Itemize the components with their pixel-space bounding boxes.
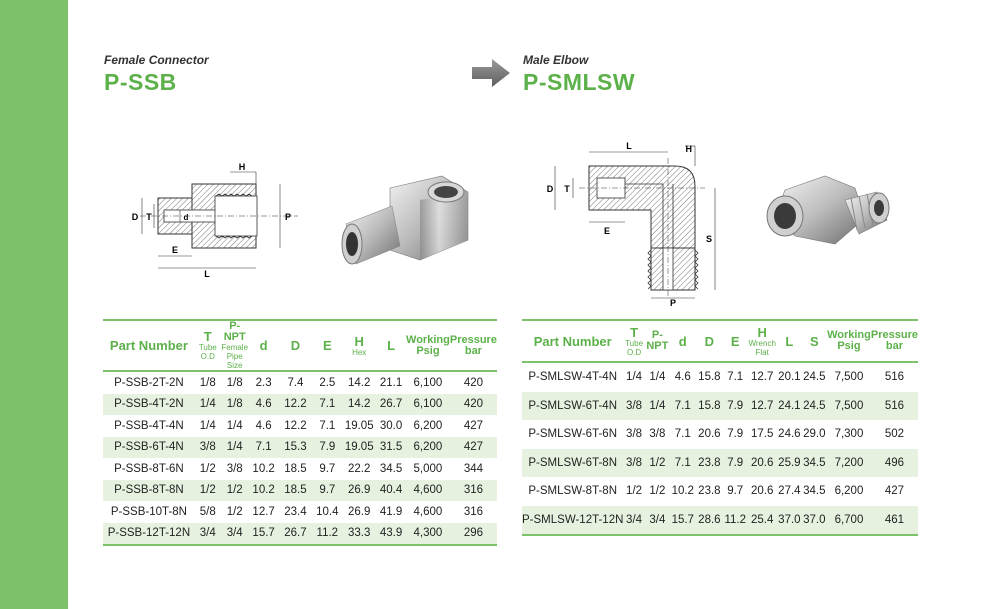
table-cell: 7.4 — [287, 376, 304, 389]
table-cell: 1/2 — [199, 462, 216, 475]
table-cell: 18.5 — [284, 462, 307, 475]
elbow-label-h: H — [685, 144, 692, 154]
right-arrow-icon — [470, 57, 512, 89]
table-cell: 420 — [463, 376, 483, 389]
table-cell: 5,000 — [413, 462, 443, 475]
drawing-label-e: E — [171, 245, 179, 255]
elbow-label-t: T — [564, 184, 570, 194]
table-cell: 26.9 — [342, 480, 376, 502]
elbow-label-d: D — [546, 184, 554, 194]
table-cell: 502 — [884, 428, 905, 441]
table-header-row — [522, 320, 918, 362]
part-number-cell: P-SMLSW-12T-12N — [522, 506, 623, 536]
table-cell: 15.8 — [696, 392, 724, 421]
table-cell: 26.9 — [348, 505, 371, 518]
col-t: T Tube O.D — [623, 320, 644, 362]
table-cell: 22.2 — [348, 462, 371, 475]
left-subtitle: Female Connector — [104, 53, 209, 67]
table-cell: 427 — [884, 485, 905, 498]
table-cell: 6,100 — [413, 376, 443, 389]
table-cell: 41.9 — [379, 505, 403, 518]
table-cell: 7.1 — [249, 437, 279, 459]
table-cell: 10.4 — [316, 505, 339, 518]
table-cell: 31.5 — [376, 437, 406, 459]
table-cell: 4,600 — [406, 480, 450, 502]
table-cell: 34.5 — [803, 485, 826, 498]
table-cell: 14.2 — [342, 394, 376, 416]
table-cell: 9.7 — [312, 480, 342, 502]
table-cell: 6,200 — [834, 485, 864, 498]
part-number-cell: P-SSB-4T-4N — [114, 419, 184, 432]
table-cell: 316 — [450, 480, 497, 502]
drawing-label-t: T — [146, 212, 152, 222]
table-cell: 23.8 — [698, 485, 721, 498]
part-number-cell: P-SMLSW-4T-4N — [528, 371, 617, 384]
table-cell: 43.9 — [376, 523, 406, 546]
table-cell: 12.7 — [747, 392, 777, 421]
table-row — [522, 449, 918, 478]
table-cell: 7.1 — [319, 419, 336, 432]
table-cell: 29.0 — [803, 428, 826, 441]
col-l: L — [376, 320, 406, 371]
table-cell: 11.2 — [312, 523, 342, 546]
table-cell: 10.2 — [249, 480, 279, 502]
drawing-label-p: P — [284, 212, 292, 222]
table-row — [522, 420, 918, 449]
table-cell: 33.3 — [342, 523, 376, 546]
table-cell: 3/4 — [645, 506, 670, 536]
table-cell: 1/2 — [226, 505, 243, 518]
part-number-cell: P-SSB-2T-2N — [114, 376, 184, 389]
table-cell: 316 — [463, 505, 483, 518]
left-title: P-SSB — [104, 69, 177, 95]
col-e: E — [312, 320, 342, 371]
col-pressure: Pressure bar — [450, 320, 497, 371]
col-l: L — [777, 320, 801, 362]
part-number-cell: P-SSB-12T-12N — [103, 523, 195, 546]
table-cell: 7,500 — [834, 371, 864, 384]
table-row — [522, 362, 918, 392]
table-cell: 34.5 — [802, 449, 828, 478]
table-cell: 12.2 — [279, 394, 313, 416]
table-cell: 3/8 — [226, 462, 243, 475]
col-working: Working Psig — [406, 320, 450, 371]
table-cell: 344 — [463, 462, 483, 475]
table-cell: 4.6 — [255, 419, 272, 432]
table-row — [522, 506, 918, 536]
drawing-label-d-inner: d — [183, 213, 189, 222]
table-cell: 461 — [871, 506, 918, 536]
table-row — [103, 458, 497, 480]
table-cell: 5/8 — [199, 505, 216, 518]
table-cell: 3/4 — [623, 506, 644, 536]
table-cell: 24.1 — [777, 392, 801, 421]
table-cell: 20.6 — [747, 449, 777, 478]
drawing-label-l: L — [204, 269, 210, 279]
table-cell: 28.6 — [696, 506, 724, 536]
table-cell: 7.1 — [670, 449, 696, 478]
table-header-row — [103, 320, 497, 371]
elbow-label-s: S — [705, 234, 713, 244]
part-number-cell: P-SMLSW-8T-8N — [528, 485, 617, 498]
table-cell: 9.7 — [319, 462, 336, 475]
table-cell: 4,600 — [413, 505, 443, 518]
table-cell: 3/8 — [623, 392, 644, 421]
table-cell: 7,200 — [827, 449, 871, 478]
table-cell: 15.3 — [279, 437, 313, 459]
table-cell: 6,200 — [413, 419, 443, 432]
table-cell: 3/4 — [195, 523, 221, 546]
table-row — [103, 371, 497, 394]
table-cell: 420 — [450, 394, 497, 416]
part-number-cell: P-SSB-8T-6N — [114, 462, 184, 475]
table-cell: 1/4 — [226, 419, 243, 432]
table-cell: 15.8 — [698, 371, 721, 384]
side-accent-bar — [0, 0, 68, 609]
table-cell: 2.5 — [319, 376, 336, 389]
col-t: T Tube O.D — [195, 320, 221, 371]
table-cell: 7.9 — [723, 449, 747, 478]
table-cell: 12.7 — [751, 371, 774, 384]
table-cell: 10.2 — [671, 485, 694, 498]
female-connector-drawing — [130, 160, 305, 280]
table-cell: 37.0 — [777, 506, 801, 536]
table-cell: 24.5 — [802, 392, 828, 421]
table-cell: 7.9 — [312, 437, 342, 459]
table-cell: 7.1 — [312, 394, 342, 416]
table-cell: 3/8 — [195, 437, 221, 459]
col-part-number: Part Number — [522, 320, 623, 362]
table-cell: 25.4 — [747, 506, 777, 536]
table-cell: 18.5 — [279, 480, 313, 502]
table-cell: 296 — [450, 523, 497, 546]
table-cell: 496 — [871, 449, 918, 478]
col-d-inner: d — [670, 320, 696, 362]
table-cell: 26.7 — [376, 394, 406, 416]
table-cell: 4,300 — [406, 523, 450, 546]
table-cell: 1/4 — [626, 371, 643, 384]
table-cell: 10.2 — [252, 462, 275, 475]
table-cell: 1/2 — [221, 480, 249, 502]
col-p-npt: P-NPT Female Pipe Size — [221, 320, 249, 370]
table-cell: 24.6 — [778, 428, 801, 441]
table-cell: 23.8 — [696, 449, 724, 478]
part-number-cell: P-SSB-6T-4N — [103, 437, 195, 459]
table-cell: 1/2 — [626, 485, 643, 498]
male-elbow-drawing — [545, 138, 725, 308]
table-cell: 7.1 — [674, 428, 691, 441]
table-row — [103, 437, 497, 459]
table-cell: 15.7 — [670, 506, 696, 536]
right-title: P-SMLSW — [523, 69, 636, 95]
part-number-cell: P-SSB-8T-8N — [103, 480, 195, 502]
table-cell: 6,700 — [827, 506, 871, 536]
table-cell: 7.1 — [670, 392, 696, 421]
male-elbow-table — [522, 319, 918, 536]
col-part-number: Part Number — [103, 320, 195, 371]
table-cell: 25.9 — [777, 449, 801, 478]
elbow-label-e: E — [603, 226, 611, 236]
table-cell: 1/4 — [649, 371, 666, 384]
table-cell: 3/8 — [626, 428, 643, 441]
female-connector-table — [103, 319, 497, 546]
table-cell: 34.5 — [379, 462, 403, 475]
col-d-inner: d — [249, 320, 279, 371]
table-row — [103, 415, 497, 437]
part-number-cell: P-SSB-4T-2N — [103, 394, 195, 416]
table-cell: 4.6 — [249, 394, 279, 416]
table-cell: 1/4 — [645, 392, 670, 421]
table-cell: 40.4 — [376, 480, 406, 502]
table-cell: 2.3 — [255, 376, 272, 389]
table-cell: 1/2 — [649, 485, 666, 498]
table-cell: 1/2 — [645, 449, 670, 478]
table-cell: 12.2 — [284, 419, 307, 432]
col-h: H Hex — [342, 320, 376, 371]
col-d-outer: D — [279, 320, 313, 371]
table-cell: 20.6 — [751, 485, 774, 498]
table-cell: 1/8 — [199, 376, 216, 389]
elbow-label-p: P — [669, 298, 677, 308]
table-row — [103, 501, 497, 523]
table-cell: 427 — [463, 419, 483, 432]
table-cell: 24.5 — [803, 371, 826, 384]
table-cell: 17.5 — [751, 428, 774, 441]
part-number-cell: P-SSB-10T-8N — [110, 505, 187, 518]
table-cell: 15.7 — [249, 523, 279, 546]
male-elbow-photo — [755, 170, 895, 260]
table-cell: 1/4 — [221, 437, 249, 459]
table-cell: 7.1 — [727, 371, 744, 384]
table-cell: 30.0 — [379, 419, 403, 432]
table-cell: 6,100 — [406, 394, 450, 416]
table-cell: 19.05 — [342, 437, 376, 459]
table-cell: 12.7 — [252, 505, 275, 518]
drawing-label-d-outer: D — [131, 212, 139, 222]
table-cell: 1/4 — [199, 419, 216, 432]
table-cell: 7,300 — [834, 428, 864, 441]
table-cell: 11.2 — [723, 506, 747, 536]
table-row — [103, 523, 497, 546]
table-cell: 6,200 — [406, 437, 450, 459]
table-cell: 7,500 — [827, 392, 871, 421]
col-s: S — [802, 320, 828, 362]
table-row — [522, 477, 918, 506]
table-cell: 1/4 — [195, 394, 221, 416]
table-cell: 9.7 — [727, 485, 744, 498]
col-d-outer: D — [696, 320, 724, 362]
table-cell: 27.4 — [778, 485, 801, 498]
table-cell: 4.6 — [674, 371, 691, 384]
part-number-cell: P-SMLSW-6T-8N — [522, 449, 623, 478]
table-cell: 3/8 — [623, 449, 644, 478]
table-cell: 37.0 — [802, 506, 828, 536]
table-cell: 427 — [450, 437, 497, 459]
table-cell: 14.2 — [348, 376, 371, 389]
table-cell: 23.4 — [284, 505, 307, 518]
table-cell: 26.7 — [279, 523, 313, 546]
table-cell: 1/2 — [195, 480, 221, 502]
table-cell: 1/8 — [226, 376, 243, 389]
part-number-cell: P-SMLSW-6T-6N — [528, 428, 617, 441]
table-cell: 7.9 — [723, 392, 747, 421]
col-e: E — [723, 320, 747, 362]
table-cell: 21.1 — [379, 376, 403, 389]
table-cell: 516 — [871, 392, 918, 421]
table-row — [103, 394, 497, 416]
female-connector-photo — [330, 170, 475, 275]
right-subtitle: Male Elbow — [523, 53, 589, 67]
table-row — [522, 392, 918, 421]
table-cell: 19.05 — [344, 419, 374, 432]
col-working: Working Psig — [827, 320, 871, 362]
table-cell: 3/8 — [649, 428, 666, 441]
table-cell: 7.9 — [727, 428, 744, 441]
table-cell: 20.6 — [698, 428, 721, 441]
elbow-label-l: L — [626, 141, 632, 151]
table-cell: 516 — [884, 371, 905, 384]
table-cell: 3/4 — [221, 523, 249, 546]
table-row — [103, 480, 497, 502]
col-p-npt: P- NPT — [645, 320, 670, 362]
col-pressure: Pressure bar — [871, 320, 918, 362]
part-number-cell: P-SMLSW-6T-4N — [522, 392, 623, 421]
drawing-label-h: H — [238, 162, 246, 172]
table-cell: 1/8 — [221, 394, 249, 416]
col-h: H Wrench Flat — [747, 320, 777, 362]
table-cell: 20.1 — [778, 371, 801, 384]
